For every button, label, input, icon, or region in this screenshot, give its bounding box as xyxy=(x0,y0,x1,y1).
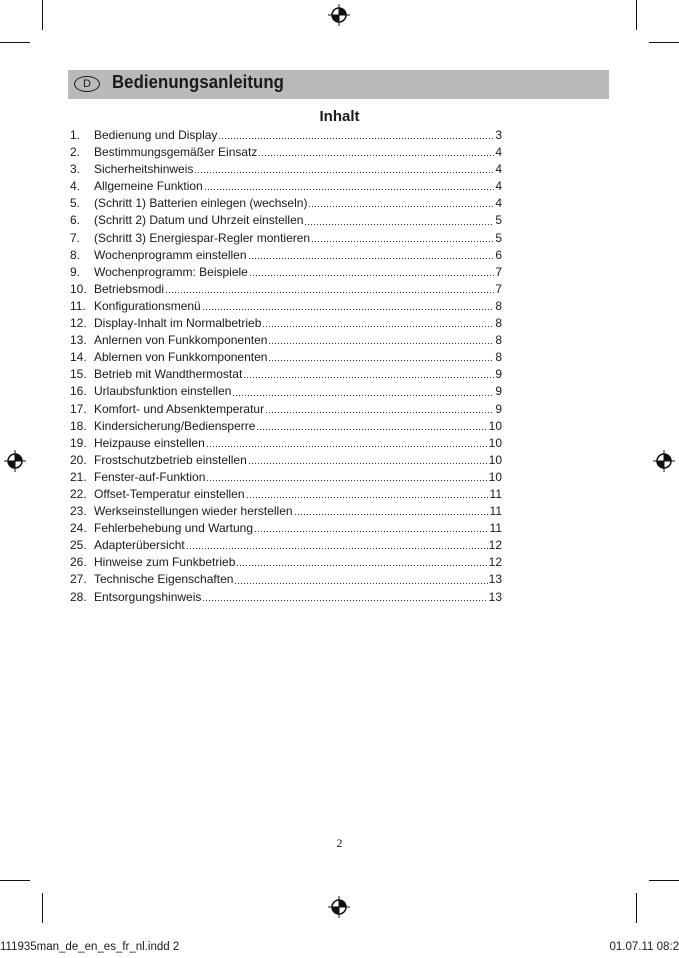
toc-entry-title: Fenster-auf-Funktion xyxy=(94,469,206,484)
toc-entry-number: 8. xyxy=(70,247,81,262)
toc-entry-page: 13 xyxy=(488,589,502,604)
toc-entry-page: 8 xyxy=(495,298,502,313)
toc-entry-number: 3. xyxy=(70,162,81,177)
toc-entry-title: Anlernen von Funkkomponenten xyxy=(94,333,268,348)
toc-entry-number: 1. xyxy=(70,128,81,142)
toc-entry-title: Adapterübersicht xyxy=(94,538,185,553)
toc-dot-leader xyxy=(308,199,494,208)
section-title: Bedienungsanleitung xyxy=(112,72,284,92)
toc-dot-leader xyxy=(268,336,494,345)
toc-entry-title: Frostschutzbetrieb einstellen xyxy=(94,452,247,467)
toc-entry xyxy=(70,571,502,588)
toc-entry xyxy=(70,469,502,486)
toc-dot-leader xyxy=(246,490,489,499)
toc-entry xyxy=(70,178,502,195)
toc-entry-title: Display-Inhalt im Normalbetrieb xyxy=(94,316,262,331)
toc-entry-number: 13. xyxy=(70,333,87,348)
toc-entry-number: 25. xyxy=(70,538,87,553)
toc-entry-title: Kindersicherung/Bediensperre xyxy=(94,418,256,433)
toc-entry-title: Bedienung und Display xyxy=(94,128,218,142)
toc-entry-number: 18. xyxy=(70,418,87,433)
toc-dot-leader xyxy=(202,593,487,602)
toc-entry-number: 12. xyxy=(70,316,87,331)
toc-entry-page: 11 xyxy=(489,486,502,501)
toc-entry-number: 17. xyxy=(70,401,87,416)
toc-entry-page: 10 xyxy=(488,469,502,484)
toc-entry-page: 7 xyxy=(495,281,502,296)
crop-mark xyxy=(649,42,679,43)
toc-entry xyxy=(70,503,502,520)
toc-entry-page: 8 xyxy=(495,333,502,348)
toc-entry xyxy=(70,383,502,400)
toc-dot-leader xyxy=(243,370,494,379)
toc-entry-page: 4 xyxy=(495,162,502,177)
section-header-bar xyxy=(68,70,609,99)
toc-entry-title: (Schritt 2) Datum und Uhrzeit einstellen xyxy=(94,213,304,228)
toc-entry xyxy=(70,332,502,349)
toc-dot-leader xyxy=(232,388,494,397)
toc-entry-title: Allgemeine Funktion xyxy=(94,179,203,194)
toc-entry-title: Wochenprogramm einstellen xyxy=(94,247,247,262)
toc-entry-number: 19. xyxy=(70,435,87,450)
toc-entry-page: 12 xyxy=(488,555,502,570)
toc-entry-page: 9 xyxy=(495,367,502,382)
crop-mark xyxy=(649,880,679,881)
toc-entry-page: 11 xyxy=(489,504,502,519)
toc-entry-title: Urlaubsfunktion einstellen xyxy=(94,384,232,399)
toc-entry-title: Sicherheitshinweis xyxy=(94,162,194,177)
toc-entry-number: 20. xyxy=(70,452,87,467)
toc-dot-leader xyxy=(204,182,495,191)
toc-entry-title: Bestimmungsgemäßer Einsatz xyxy=(94,145,258,160)
toc-entry xyxy=(70,281,502,298)
toc-entry xyxy=(70,144,502,161)
crop-mark xyxy=(42,893,43,923)
toc-heading: Inhalt xyxy=(319,108,360,125)
toc-entry xyxy=(70,212,502,229)
toc-entry-page: 9 xyxy=(495,401,502,416)
toc-dot-leader xyxy=(249,268,494,277)
toc-entry-page: 8 xyxy=(495,350,502,365)
toc-dot-leader xyxy=(248,251,495,260)
print-slug-filename: 111935man_de_en_es_fr_nl.indd 2 xyxy=(0,941,180,953)
toc-dot-leader xyxy=(236,558,487,567)
toc-dot-leader xyxy=(294,507,489,516)
toc-entry-page: 10 xyxy=(488,418,502,433)
toc-entry-page: 5 xyxy=(495,213,502,228)
page-number: 2 xyxy=(336,836,343,850)
crop-mark xyxy=(636,893,637,923)
toc-entry-title: (Schritt 3) Energiespar-Regler montieren xyxy=(94,230,311,245)
toc-dot-leader xyxy=(202,302,495,311)
toc-entry xyxy=(70,366,502,383)
toc-dot-leader xyxy=(165,285,494,294)
toc-entry-title: Konfigurationsmenü xyxy=(94,298,201,313)
toc-entry-number: 22. xyxy=(70,486,87,501)
toc-entry xyxy=(70,589,502,606)
registration-mark-icon xyxy=(653,450,675,472)
toc-entry-title: Entsorgungshinweis xyxy=(94,589,202,604)
toc-entry xyxy=(70,264,502,281)
toc-dot-leader xyxy=(304,217,494,226)
toc-entry xyxy=(70,230,502,247)
toc-entry-page: 9 xyxy=(495,384,502,399)
toc-entry-number: 11. xyxy=(70,298,86,313)
registration-mark-icon xyxy=(4,450,26,472)
toc-entry xyxy=(70,401,502,418)
toc-entry-page: 12 xyxy=(488,538,502,553)
toc-entry xyxy=(70,127,502,144)
registration-mark-icon xyxy=(328,4,350,26)
toc-entry xyxy=(70,247,502,264)
crop-mark xyxy=(42,0,43,30)
toc-dot-leader xyxy=(254,524,489,533)
toc-entry-number: 28. xyxy=(70,589,87,604)
toc-entry-title: Betrieb mit Wandthermostat xyxy=(94,367,243,382)
toc-entry-title: Betriebsmodi xyxy=(94,281,165,296)
toc-entry-number: 9. xyxy=(70,264,81,279)
language-badge: D xyxy=(74,76,100,92)
toc-entry-number: 7. xyxy=(70,230,81,245)
toc-entry-page: 11 xyxy=(489,521,502,536)
toc-entry-page: 8 xyxy=(495,316,502,331)
toc-entry xyxy=(70,435,502,452)
toc-entry xyxy=(70,298,502,315)
toc-entry-title: Offset-Temperatur einstellen xyxy=(94,486,245,501)
toc-entry xyxy=(70,537,502,554)
toc-entry-title: Komfort- und Absenktemperatur xyxy=(94,401,265,416)
toc-entry-number: 6. xyxy=(70,213,81,228)
toc-dot-leader xyxy=(206,473,487,482)
toc-entry-page: 6 xyxy=(495,247,502,262)
toc-entry-number: 5. xyxy=(70,196,81,211)
toc-dot-leader xyxy=(234,576,487,585)
toc-entry-page: 7 xyxy=(495,264,502,279)
toc-dot-leader xyxy=(248,456,488,465)
toc-entry xyxy=(70,520,502,537)
toc-dot-leader xyxy=(265,405,494,414)
crop-mark xyxy=(636,0,637,30)
toc-entry xyxy=(70,161,502,178)
toc-dot-leader xyxy=(262,319,494,328)
toc-entry-number: 15. xyxy=(70,367,87,382)
toc-entry-number: 10. xyxy=(70,281,87,296)
toc-entry-number: 16. xyxy=(70,384,87,399)
toc-entry-number: 23. xyxy=(70,504,87,519)
toc-entry xyxy=(70,315,502,332)
toc-entry-title: Heizpause einstellen xyxy=(94,435,205,450)
toc-dot-leader xyxy=(186,541,488,550)
toc-dot-leader xyxy=(218,131,494,140)
toc-entry-number: 21. xyxy=(70,469,87,484)
toc-entry-page: 10 xyxy=(488,452,502,467)
toc-entry-title: (Schritt 1) Batterien einlegen (wechseln) xyxy=(94,196,308,211)
toc-entry-page: 13 xyxy=(488,572,502,587)
toc-entry xyxy=(70,452,502,469)
registration-mark-icon xyxy=(328,896,350,918)
toc-entry xyxy=(70,195,502,212)
toc-entry-page: 5 xyxy=(495,230,502,245)
toc-dot-leader xyxy=(256,422,487,431)
toc-dot-leader xyxy=(206,439,488,448)
toc-entry-page: 3 xyxy=(495,128,502,142)
toc-entry-title: Ablernen von Funkkomponenten xyxy=(94,350,268,365)
toc-dot-leader xyxy=(268,353,494,362)
toc-entry-page: 4 xyxy=(495,196,502,211)
toc-entry-number: 26. xyxy=(70,555,87,570)
toc-dot-leader xyxy=(258,148,494,157)
crop-mark xyxy=(0,880,30,881)
toc-entry-title: Technische Eigenschaften xyxy=(94,572,234,587)
toc-entry xyxy=(70,349,502,366)
toc-entry-page: 10 xyxy=(488,435,502,450)
toc-entry-number: 14. xyxy=(70,350,87,365)
toc-entry xyxy=(70,418,502,435)
toc-entry-title: Werkseinstellungen wieder herstellen xyxy=(94,504,293,519)
toc-dot-leader xyxy=(194,165,494,174)
toc-entry xyxy=(70,554,502,571)
toc-dot-leader xyxy=(311,234,494,243)
toc-entry-page: 4 xyxy=(495,179,502,194)
table-of-contents xyxy=(70,127,502,606)
crop-mark xyxy=(0,42,30,43)
toc-entry-number: 24. xyxy=(70,521,87,536)
toc-entry-number: 2. xyxy=(70,145,81,160)
toc-entry-page: 4 xyxy=(495,145,502,160)
toc-entry xyxy=(70,486,502,503)
toc-entry-title: Hinweise zum Funkbetrieb xyxy=(94,555,236,570)
toc-entry-number: 4. xyxy=(70,179,81,194)
toc-entry-title: Fehlerbehebung und Wartung xyxy=(94,521,253,536)
toc-entry-title: Wochenprogramm: Beispiele xyxy=(94,264,248,279)
toc-entry-number: 27. xyxy=(70,572,87,587)
print-slug-date: 01.07.11 08:2 xyxy=(609,941,679,953)
